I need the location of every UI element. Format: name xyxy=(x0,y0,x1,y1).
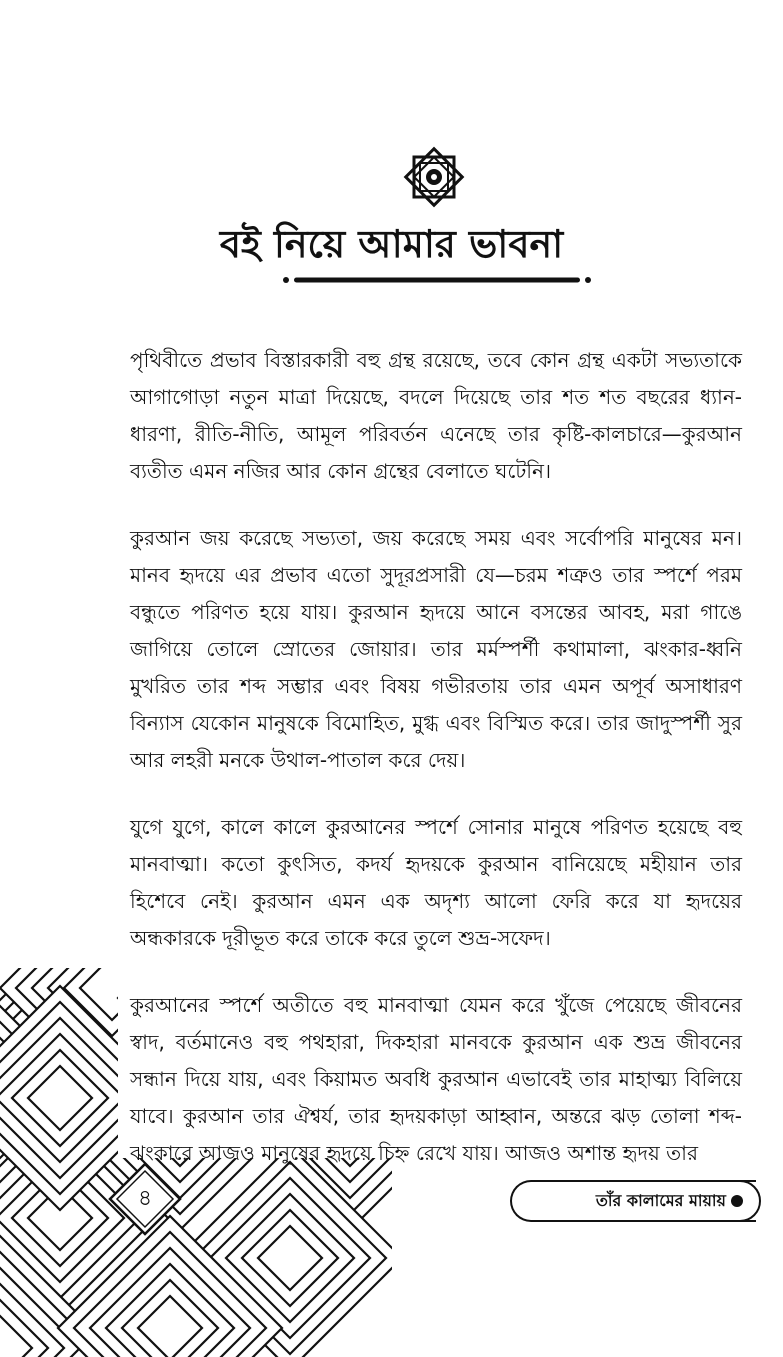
paragraph: যুগে যুগে, কালে কালে কুরআনের স্পর্শে সোনার মানুষে পরিণত হয়েছে বহু মানবাত্মা। কতো কুৎসিত, কদর্য হৃদয়কে কুরআন বানিয়েছে মহীয়ান তার হিশেবে নেই। কুরআন এমন এক অদৃশ্য আলো ফেরি করে যা হৃদয়ের অন্ধকারকে দূরীভূত করে তাকে করে তুলে শুভ্র-সফেদ। xyxy=(130,815,742,950)
paragraph: কুরআনের স্পর্শে অতীতে বহু মানবাত্মা যেমন করে খুঁজে পেয়েছে জীবনের স্বাদ, বর্তমানেও বহু পথহারা, দিকহারা মানবকে কুরআন এক শুভ্র জীবনের সন্ধান দিয়ে যায়, এবং কিয়ামত অবধি কুরআন এভাবেই তার মাহাত্ম্য বিলিয়ে যাবে। কুরআন তার ঐশ্বর্য, তার হৃদয়কাড়া আহ্বান, অন্তরে ঝড় তোলা শব্দ-ঝংকারে আজও মানুষের হৃদয়ে চিহ্ন রেখে যায়। আজও অশান্ত হৃদয় তার xyxy=(130,993,742,1165)
paragraph: পৃথিবীতে প্রভাব বিস্তারকারী বহু গ্রন্থ রয়েছে, তবে কোন গ্রন্থ একটা সভ্যতাকে আগাগোড়া নতুন মাত্রা দিয়েছে, বদলে দিয়েছে তার শত শত বছরের ধ্যান-ধারণা, রীতি-নীতি, আমূল পরিবর্তন এনেছে তার কৃষ্টি-কালচারে—কুরআন ব্যতীত এমন নজির আর কোন গ্রন্থের বেলাতে ঘটেনি। xyxy=(130,348,742,483)
running-title: তাঁর কালামের মায়ায় xyxy=(595,1191,726,1210)
page-number: ৪ xyxy=(137,1186,153,1211)
chapter-title: বই নিয়ে আমার ভাবনা xyxy=(219,222,564,266)
eight-point-star-icon xyxy=(400,143,468,211)
paragraph: কুরআন জয় করেছে সভ্যতা, জয় করেছে সময় এবং সর্বোপরি মানুষের মন। মানব হৃদয়ে এর প্রভাব এতো সুদূরপ্রসারী যে—চরম শত্রুও তার স্পর্শে পরম বন্ধুতে পরিণত হয়ে যায়। কুরআন হৃদয়ে আনে বসন্তের আবহ, মরা গাঙে জাগিয়ে তোলে স্রোতের জোয়ার। তার মর্মস্পর্শী কথামালা, ঝংকার-ধ্বনি মুখরিত তার শব্দ সম্ভার এবং বিষয় গভীরতায় তার এমন অপূর্ব অসাধারণ বিন্যাস যেকোন মানুষকে বিমোহিত, মুগ্ধ এবং বিস্মিত করে। তার জাদুস্পর্শী সুর আর লহরী মনকে উথাল-পাতাল করে দেয়। xyxy=(130,526,742,772)
title-divider xyxy=(282,272,592,288)
body-text xyxy=(130,342,742,1202)
bullet-icon xyxy=(731,1195,743,1207)
